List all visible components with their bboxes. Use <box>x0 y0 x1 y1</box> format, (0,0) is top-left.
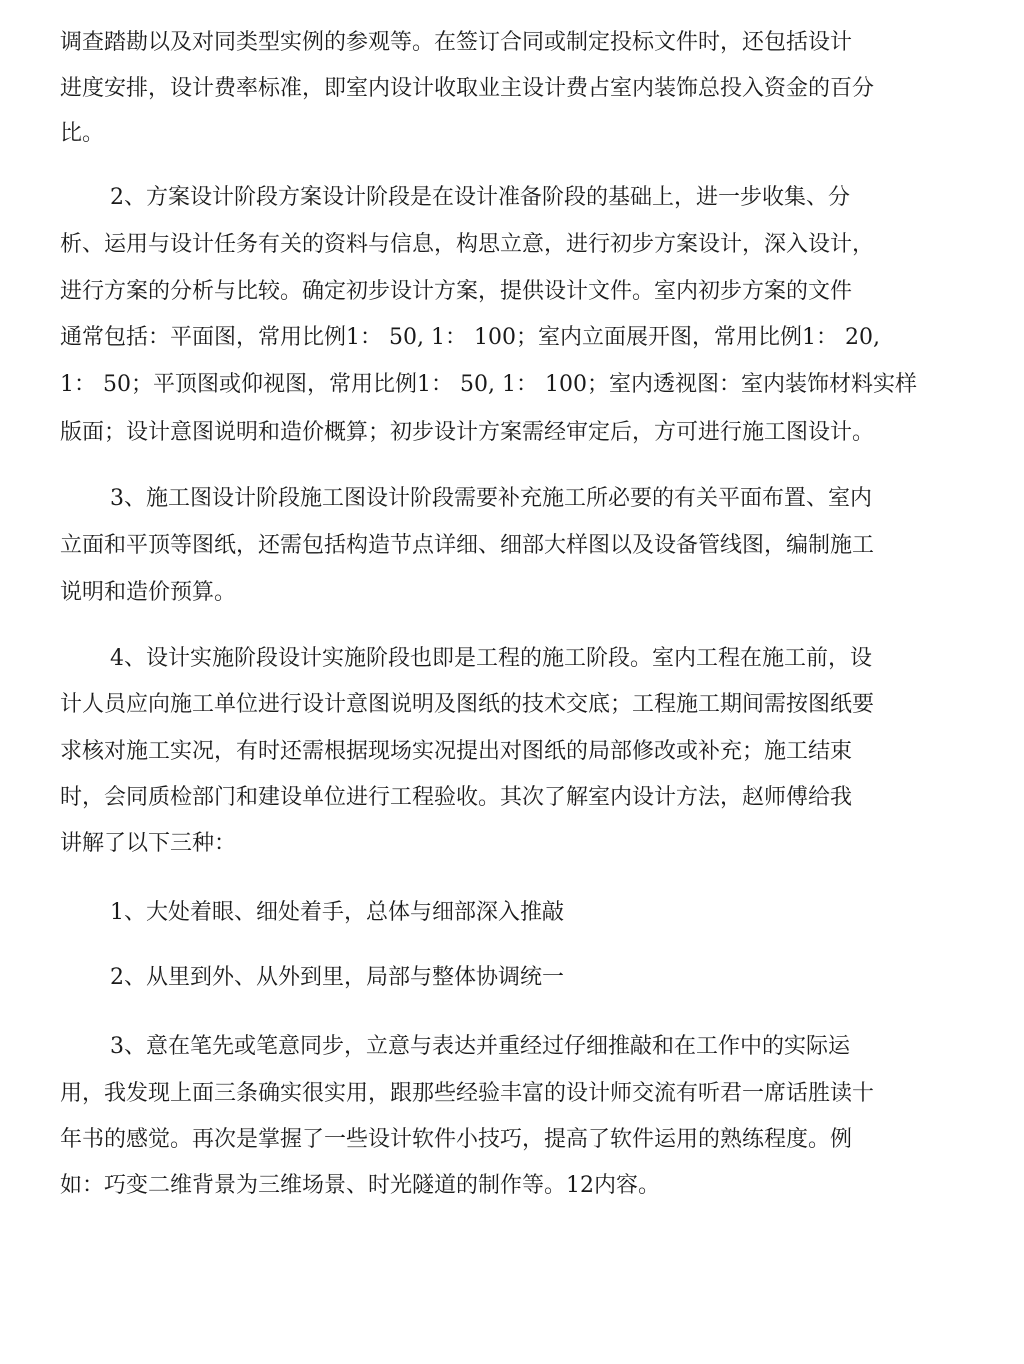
text-line: 通常包括：平面图，常用比例1： 50, 1： 100；室内立面展开图，常用比例1： 20, <box>60 325 880 350</box>
text-line: 调查踏勘以及对同类型实例的参观等。在签订合同或制定投标文件时，还包括设计 <box>60 30 853 55</box>
list-item: 2、从里到外、从外到里，局部与整体协调统一 <box>110 965 564 990</box>
text-line: 立面和平顶等图纸，还需包括构造节点详细、细部大样图以及设备管线图，编制施工 <box>60 533 875 558</box>
text-line: 求核对施工实况，有时还需根据现场实况提出对图纸的局部修改或补充；施工结束 <box>60 739 853 764</box>
text-line: 3、施工图设计阶段施工图设计阶段需要补充施工所必要的有关平面布置、室内 <box>110 486 872 511</box>
text-line: 2、方案设计阶段方案设计阶段是在设计准备阶段的基础上，进一步收集、分 <box>110 185 850 210</box>
text-line: 1： 50；平顶图或仰视图，常用比例1： 50, 1： 100；室内透视图：室内装饰材料实样 <box>60 372 917 397</box>
list-item: 1、大处着眼、细处着手，总体与细部深入推敲 <box>110 900 564 925</box>
text-line: 析、运用与设计任务有关的资料与信息，构思立意，进行初步方案设计，深入设计， <box>60 232 875 257</box>
text-line: 进行方案的分析与比较。确定初步设计方案，提供设计文件。室内初步方案的文件 <box>60 279 853 304</box>
text-line: 4、设计实施阶段设计实施阶段也即是工程的施工阶段。室内工程在施工前，设 <box>110 646 872 671</box>
text-line: 如：巧变二维背景为三维场景、时光隧道的制作等。12内容。 <box>60 1173 660 1198</box>
text-line: 版面；设计意图说明和造价概算；初步设计方案需经审定后，方可进行施工图设计。 <box>60 420 875 445</box>
text-line: 用，我发现上面三条确实很实用，跟那些经验丰富的设计师交流有听君一席话胜读十 <box>60 1081 875 1106</box>
list-item: 3、意在笔先或笔意同步，立意与表达并重经过仔细推敲和在工作中的实际运 <box>110 1034 850 1059</box>
text-line: 年书的感觉。再次是掌握了一些设计软件小技巧，提高了软件运用的熟练程度。例 <box>60 1127 853 1152</box>
text-line: 讲解了以下三种： <box>60 831 237 856</box>
text-line: 进度安排，设计费率标准，即室内设计收取业主设计费占室内装饰总投入资金的百分 <box>60 76 875 101</box>
text-line: 说明和造价预算。 <box>60 580 237 605</box>
text-line: 时，会同质检部门和建设单位进行工程验收。其次了解室内设计方法，赵师傅给我 <box>60 785 853 810</box>
text-line: 计人员应向施工单位进行设计意图说明及图纸的技术交底；工程施工期间需按图纸要 <box>60 692 875 717</box>
text-line: 比。 <box>60 121 105 146</box>
